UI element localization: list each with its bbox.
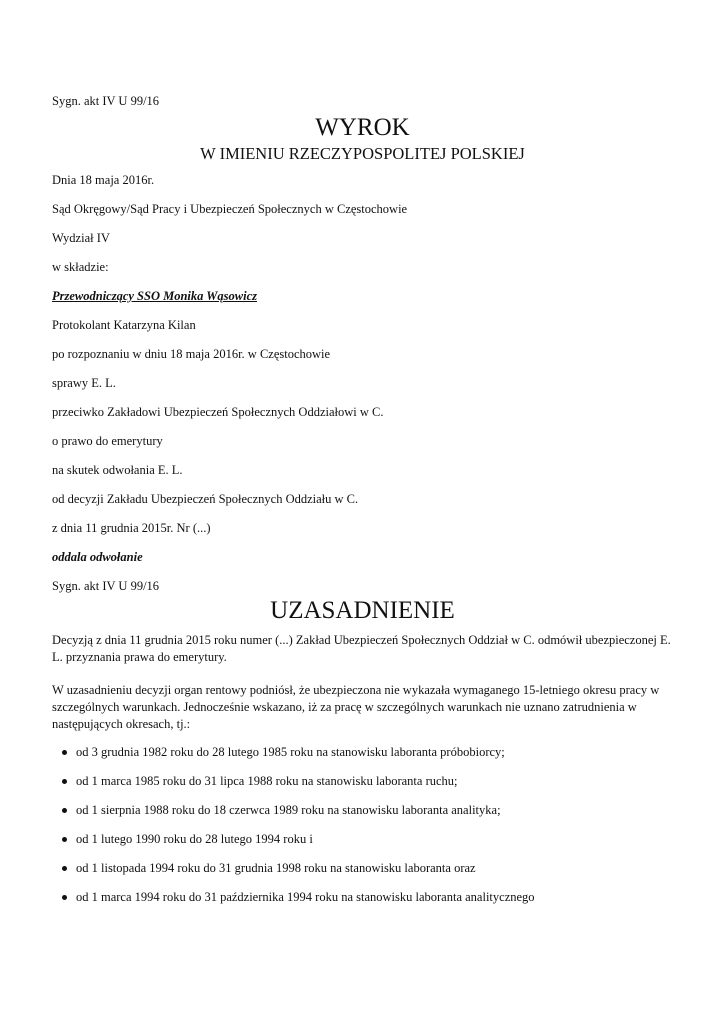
case-subject: o prawo do emerytury (52, 434, 163, 448)
composition-label: w składzie: (52, 260, 109, 274)
decision-date: z dnia 11 grudnia 2015r. Nr (...) (52, 521, 211, 535)
list-item: od 1 listopada 1994 roku do 31 grudnia 1998 roku na stanowisku laboranta oraz (62, 860, 677, 889)
list-item: od 1 lutego 1990 roku do 28 lutego 1994 roku i (62, 831, 677, 860)
defendant: przeciwko Zakładowi Ubezpieczeń Społecznych Oddziałowi w C. (52, 405, 384, 419)
list-item: od 1 marca 1994 roku do 31 października 1994 roku na stanowisku laboranta analitycznego (62, 889, 677, 918)
hearing-info: po rozpoznaniu w dniu 18 maja 2016r. w Częstochowie (52, 347, 331, 361)
verdict-title: WYROK (315, 114, 410, 141)
justification-paragraph-1: Decyzją z dnia 11 grudnia 2015 roku numer (...) Zakład Ubezpieczeń Społecznych Oddział w C. odmówił ubezpieczonej E. L. przyznania prawa do emerytury. (52, 633, 671, 664)
list-item: od 1 marca 1985 roku do 31 lipca 1988 roku na stanowisku laboranta ruchu; (62, 773, 677, 802)
court-name: Sąd Okręgowy/Sąd Pracy i Ubezpieczeń Społecznych w Częstochowie (52, 202, 408, 216)
verdict-subtitle: W IMIENIU RZECZYPOSPOLITEJ POLSKIEJ (200, 144, 525, 163)
appeal-info: na skutek odwołania E. L. (52, 463, 183, 477)
bullet-icon (62, 895, 67, 900)
court-division: Wydział IV (52, 231, 110, 245)
bullet-icon (62, 837, 67, 842)
bullet-icon (62, 866, 67, 871)
case-signature: Sygn. akt IV U 99/16 (52, 94, 160, 108)
justification-paragraph-2: W uzasadnieniu decyzji organ rentowy podniósł, że ubezpieczona nie wykazała wymaganego 15-letniego okresu pracy w szczególnych warunkach. Jednocześnie wskazano, iż za pracę w szczególnych warunkach nie uznano zatrudnienia w następujących okresach, tj.: (52, 683, 660, 731)
list-item: od 1 sierpnia 1988 roku do 18 czerwca 1989 roku na stanowisku laboranta analityka; (62, 802, 677, 831)
court-clerk: Protokolant Katarzyna Kilan (52, 318, 196, 332)
ruling: oddala odwołanie (52, 550, 143, 564)
justification-title: UZASADNIENIE (270, 597, 455, 624)
periods-list (62, 744, 677, 918)
justification-signature: Sygn. akt IV U 99/16 (52, 579, 160, 593)
verdict-date: Dnia 18 maja 2016r. (52, 173, 155, 187)
bullet-icon (62, 750, 67, 755)
presiding-judge: Przewodniczący SSO Monika Wąsowicz (52, 289, 258, 303)
case-party: sprawy E. L. (52, 376, 116, 390)
bullet-icon (62, 779, 67, 784)
list-item: od 3 grudnia 1982 roku do 28 lutego 1985 roku na stanowisku laboranta próbobiorcy; (62, 744, 677, 773)
decision-source: od decyzji Zakładu Ubezpieczeń Społecznych Oddziału w C. (52, 492, 359, 506)
bullet-icon (62, 808, 67, 813)
